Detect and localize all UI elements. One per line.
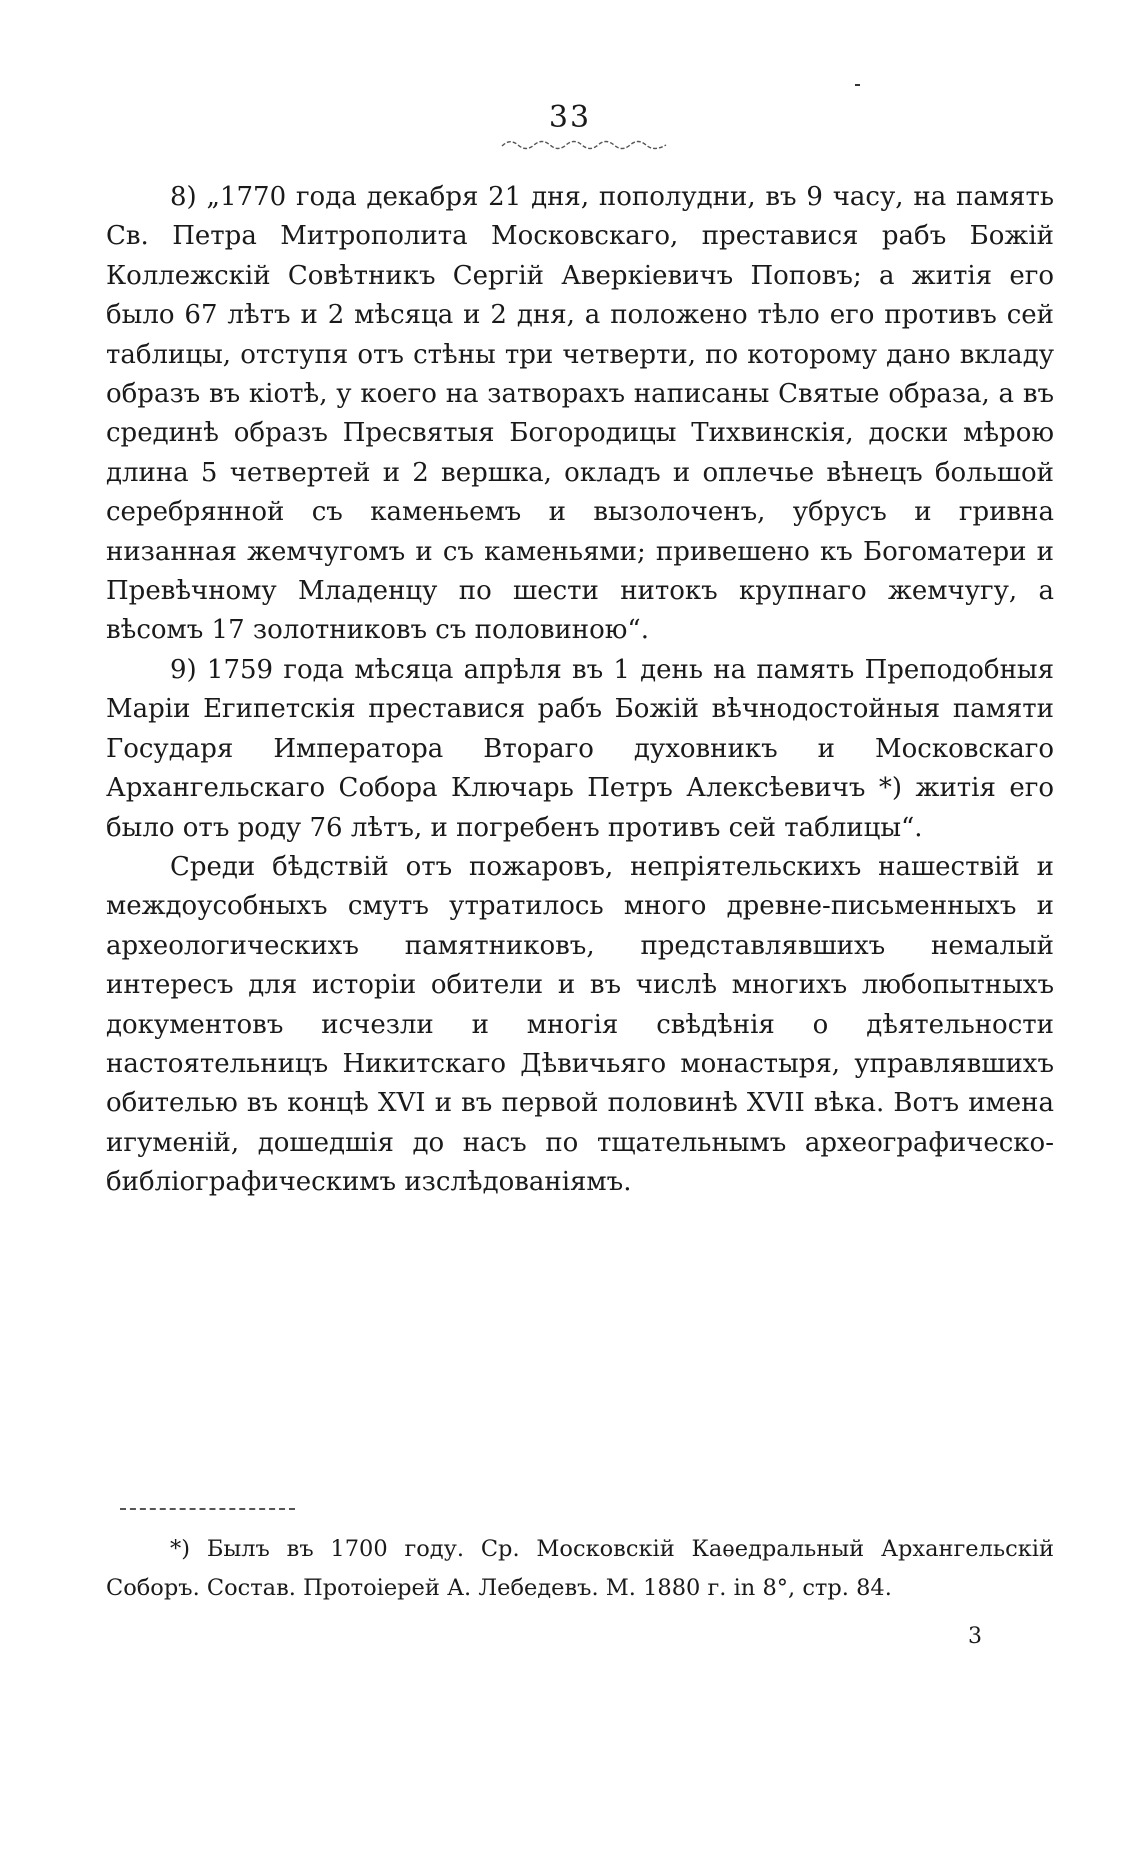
paragraph-narrative: Среди бѣдствій отъ пожаровъ, непріятельскихъ нашествій и междоусобныхъ смутъ утратилось много древне-письменныхъ и археологическихъ памятниковъ, представлявшихъ немалый интересъ для исторіи обители и въ числѣ многихъ любопытныхъ документовъ исчезли и многія свѣдѣнія о дѣятельности настоятельницъ Никитскаго Дѣвичьяго монастыря, управлявшихъ обителью въ концѣ XVI и въ первой половинѣ XVII вѣка. Вотъ имена игуменій, дошедшія до насъ по тщательнымъ археографическо-библіографическимъ изслѣдованіямъ. <box>106 851 1054 1198</box>
signature-mark: 3 <box>968 1624 982 1649</box>
header-ornament <box>500 136 670 150</box>
paragraph-entry-8: 8) „1770 года декабря 21 дня, пополудни, въ 9 часу, на память Св. Петра Митрополита Московскаго, преставися рабъ Божій Коллежскій Совѣтникъ Сергій Аверкіевичъ Поповъ; а житія его было 67 лѣтъ и 2 мѣсяца и 2 дня, а положено тѣло его противъ сей таблицы, отступя отъ стѣны три четверти, по которому дано вкладу образъ въ кіотѣ, у коего на затворахъ написаны Святые образа, а въ срединѣ образъ Пресвятыя Богородицы Тихвинскія, доски мѣрою длина 5 четвертей и 2 вершка, окладъ и оплечье вѣнецъ большой серебрянной съ каменьемъ и вызолоченъ, убрусъ и гривна низанная жемчугомъ и съ каменьями; привешено къ Богоматери и Превѣчному Младенцу по шести нитокъ крупнаго жемчугу, а вѣсомъ 17 золотниковъ съ половиною“. <box>106 182 1054 646</box>
footnote <box>106 1530 1054 1608</box>
main-text <box>106 178 1054 1203</box>
footnote-text: *) Былъ въ 1700 году. Ср. Московскій Каѳедральный Архангельскій Соборъ. Состав. Протоіерей А. Лебедевъ. М. 1880 г. in 8°, стр. 84. <box>106 1536 1054 1601</box>
page-speck <box>855 84 860 86</box>
footnote-divider <box>120 1508 295 1510</box>
paragraph-entry-9: 9) 1759 года мѣсяца апрѣля въ 1 день на память Преподобныя Маріи Египетскія преставися рабъ Божій вѣчнодостойныя памяти Государя Императора Втораго духовникъ и Московскаго Архангельскаго Собора Ключарь Петръ Алексѣевичъ *) житія его было отъ роду 76 лѣтъ, и погребенъ противъ сей таблицы“. <box>106 654 1054 843</box>
page-number: 33 <box>548 100 592 135</box>
